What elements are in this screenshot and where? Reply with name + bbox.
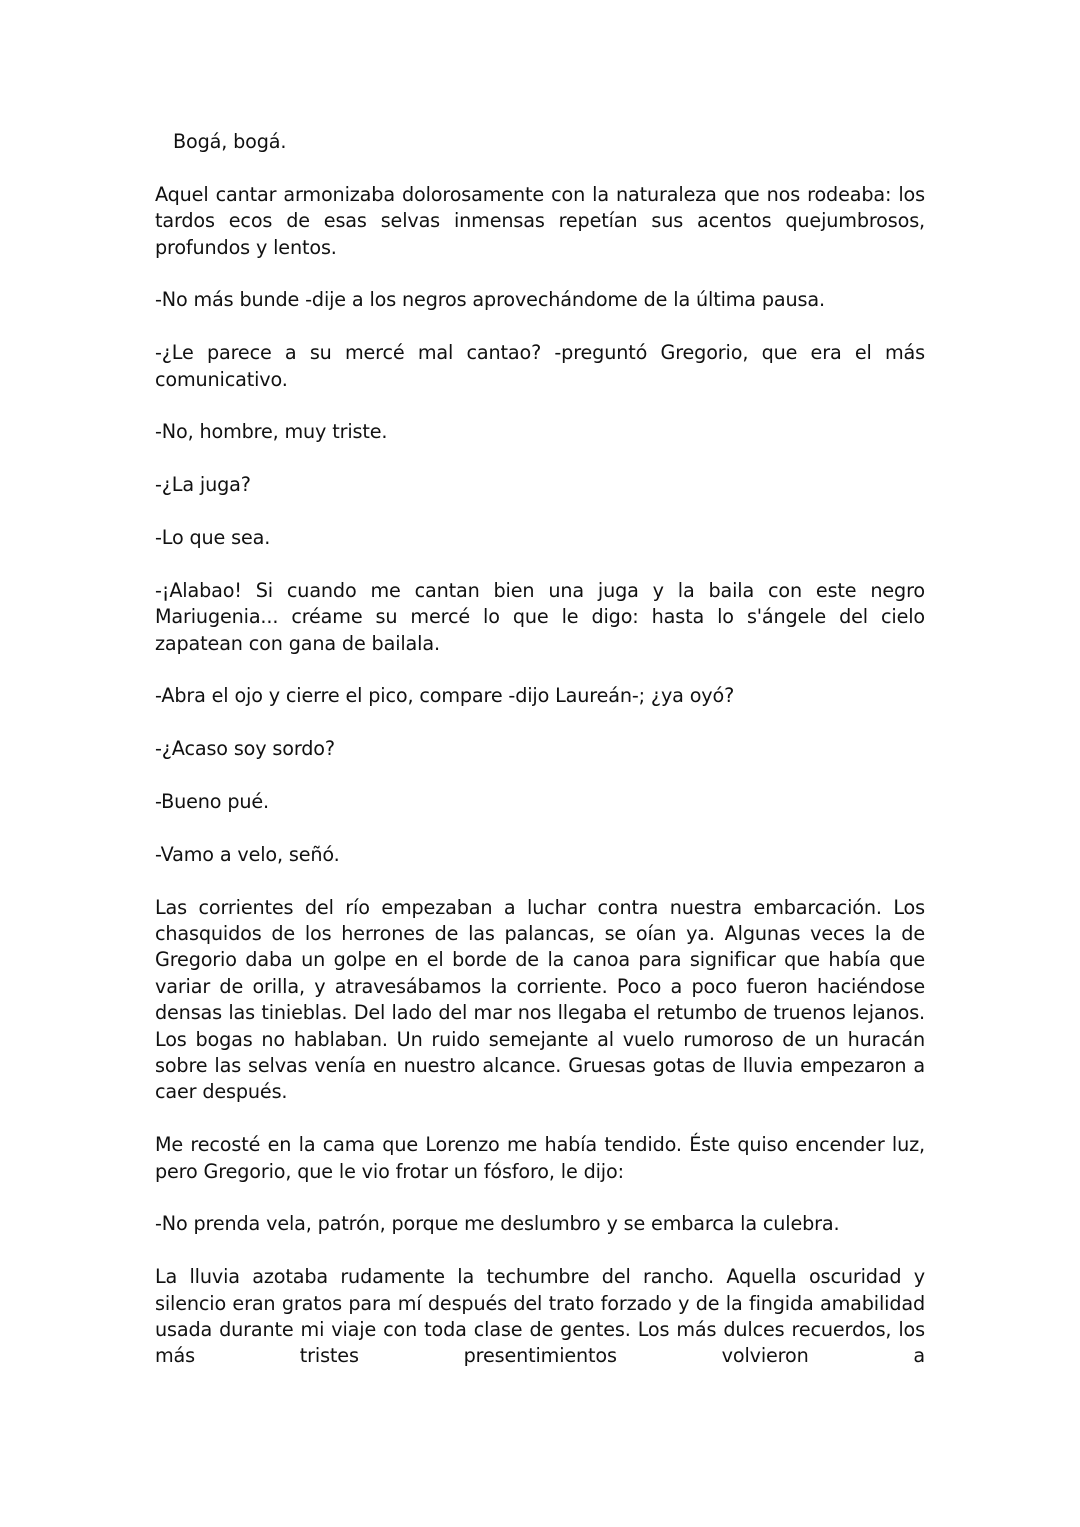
dialogue-line: -No más bunde -dije a los negros aprovechándome de la última pausa. xyxy=(155,288,825,312)
narrative-paragraph: La lluvia azotaba rudamente la techumbre del rancho. Aquella oscuridad y silencio eran gratos para mí después del trato forzado y de la fingida amabilidad usada durante mi viaje con toda clase de gentes. Los más dulces recuerdos, los más tristes presentimientos volvieron a xyxy=(155,1265,925,1368)
narrative-paragraph: Las corrientes del río empezaban a luchar contra nuestra embarcación. Los chasquidos de los herrones de las palancas, se oían ya. Algunas veces la de Gregorio daba un golpe en el borde de la canoa para significar que había que variar de orilla, y atravesábamos la corriente. Poco a poco fueron haciéndose densas las tinieblas. Del lado del mar nos llegaba el retumbo de truenos lejanos. Los bogas no hablaban. Un ruido semejante al vuelo rumoroso de un huracán sobre las selvas venía en nuestro alcance. Gruesas gotas de lluvia empezaron a caer después. xyxy=(155,895,925,1104)
dialogue-line: -¿Acaso soy sordo? xyxy=(155,737,335,761)
dialogue-line: -Bueno pué. xyxy=(155,790,269,813)
dialogue-line: -¿La juga? xyxy=(155,473,251,497)
dialogue-line: -¡Alabao! Si cuando me cantan bien una juga y la baila con este negro Mariugenia... créame su mercé lo que le digo: hasta lo s'ángele del cielo zapatean con gana de bailala. xyxy=(155,578,925,655)
dialogue-line: -Lo que sea. xyxy=(155,526,271,549)
narrative-paragraph: Me recosté en la cama que Lorenzo me había tendido. Éste quiso encender luz, pero Gregorio, que le vio frotar un fósforo, le dijo: xyxy=(155,1133,925,1183)
dialogue-line: -Abra el ojo y cierre el pico, compare -dijo Laureán-; ¿ya oyó? xyxy=(155,684,735,708)
dialogue-line: -No prenda vela, patrón, porque me deslumbro y se embarca la culebra. xyxy=(155,1212,840,1236)
dialogue-line: -No, hombre, muy triste. xyxy=(155,420,388,444)
verse-line: Bogá, bogá. xyxy=(173,130,287,153)
narrative-paragraph: Aquel cantar armonizaba dolorosamente con la naturaleza que nos rodeaba: los tardos ecos de esas selvas inmensas repetían sus acentos quejumbrosos, profundos y lentos. xyxy=(155,182,925,259)
dialogue-line: -¿Le parece a su mercé mal cantao? -preguntó Gregorio, que era el más comunicativo. xyxy=(155,341,925,391)
dialogue-line: -Vamo a velo, señó. xyxy=(155,842,340,866)
document-page xyxy=(155,129,925,1370)
